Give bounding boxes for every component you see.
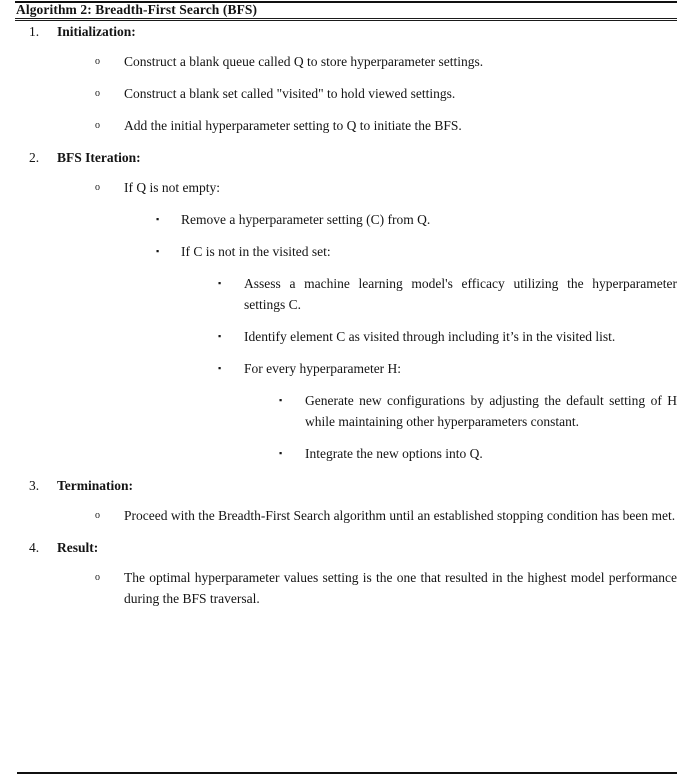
- circle-bullet-icon: o: [95, 88, 100, 99]
- square-bullet-icon: ▪: [218, 363, 222, 373]
- square-bullet-icon: ▪: [279, 395, 283, 405]
- bullet-item-level-3: [0, 241, 685, 262]
- square-bullet-icon: ▪: [156, 214, 160, 224]
- step-title-text: BFS Iteration:: [57, 150, 141, 165]
- step-title-text: Termination:: [57, 478, 134, 493]
- circle-bullet-icon: o: [95, 56, 100, 67]
- step-number: 2.: [29, 150, 40, 165]
- bullet-item-text: Remove a hyperparameter setting (C) from Q.: [181, 212, 431, 227]
- bullet-item-level-5: [0, 443, 685, 464]
- algorithm-steps-list: [0, 23, 685, 609]
- algorithm-step: [0, 539, 685, 609]
- algorithm-step: [0, 477, 685, 526]
- circle-bullet-icon: o: [95, 182, 100, 193]
- header-double-rule: [15, 18, 677, 21]
- bullet-item-level-2: [0, 505, 685, 526]
- algorithm-step: [0, 23, 685, 136]
- circle-bullet-icon: o: [95, 572, 100, 583]
- bullet-item-level-5: [0, 390, 685, 432]
- step-title: [0, 23, 685, 40]
- step-title-text: Result:: [57, 540, 99, 555]
- bullet-item-level-2: [0, 115, 685, 136]
- algorithm-step: [0, 149, 685, 464]
- circle-bullet-icon: o: [95, 120, 100, 131]
- step-title: [0, 539, 685, 556]
- bullet-item-text: Identify element C as visited through including it’s in the visited list.: [244, 329, 616, 344]
- square-bullet-icon: ▪: [279, 448, 283, 458]
- bullet-item-text: Integrate the new options into Q.: [305, 446, 483, 461]
- bullet-item-level-2: [0, 177, 685, 198]
- bullet-item-text: If C is not in the visited set:: [181, 244, 331, 259]
- bullet-item-text: Assess a machine learning model's efficacy utilizing the hyperparameter settings C.: [244, 276, 677, 312]
- square-bullet-icon: ▪: [218, 278, 222, 288]
- step-title-text: Initialization:: [57, 24, 136, 39]
- bullet-item-level-4: [0, 358, 685, 379]
- bottom-horizontal-rule: [17, 772, 677, 774]
- bullet-item-level-4: [0, 326, 685, 347]
- bullet-item-level-2: [0, 51, 685, 72]
- bullet-item-level-2: [0, 567, 685, 609]
- square-bullet-icon: ▪: [218, 331, 222, 341]
- bullet-item-text: Add the initial hyperparameter setting to Q to initiate the BFS.: [124, 118, 462, 133]
- bullet-item-text: The optimal hyperparameter values setting is the one that resulted in the highest model performance during the BFS traversal.: [124, 570, 677, 606]
- step-number: 1.: [29, 24, 40, 39]
- bullet-item-text: Generate new configurations by adjusting the default setting of H while maintaining other hyperparameters constant.: [305, 393, 677, 429]
- bullet-item-text: Proceed with the Breadth-First Search algorithm until an established stopping condition has been met.: [124, 508, 676, 523]
- bullet-item-level-4: [0, 273, 685, 315]
- square-bullet-icon: ▪: [156, 246, 160, 256]
- bullet-item-text: If Q is not empty:: [124, 180, 220, 195]
- bullet-item-text: Construct a blank queue called Q to store hyperparameter settings.: [124, 54, 484, 69]
- circle-bullet-icon: o: [95, 510, 100, 521]
- step-number: 4.: [29, 540, 40, 555]
- step-number: 3.: [29, 478, 40, 493]
- bullet-item-text: For every hyperparameter H:: [244, 361, 402, 376]
- step-title: [0, 477, 685, 494]
- bullet-item-text: Construct a blank set called "visited" to hold viewed settings.: [124, 86, 456, 101]
- step-title: [0, 149, 685, 166]
- bullet-item-level-3: [0, 209, 685, 230]
- bullet-item-level-2: [0, 83, 685, 104]
- algorithm-title: Algorithm 2: Breadth-First Search (BFS): [16, 2, 258, 17]
